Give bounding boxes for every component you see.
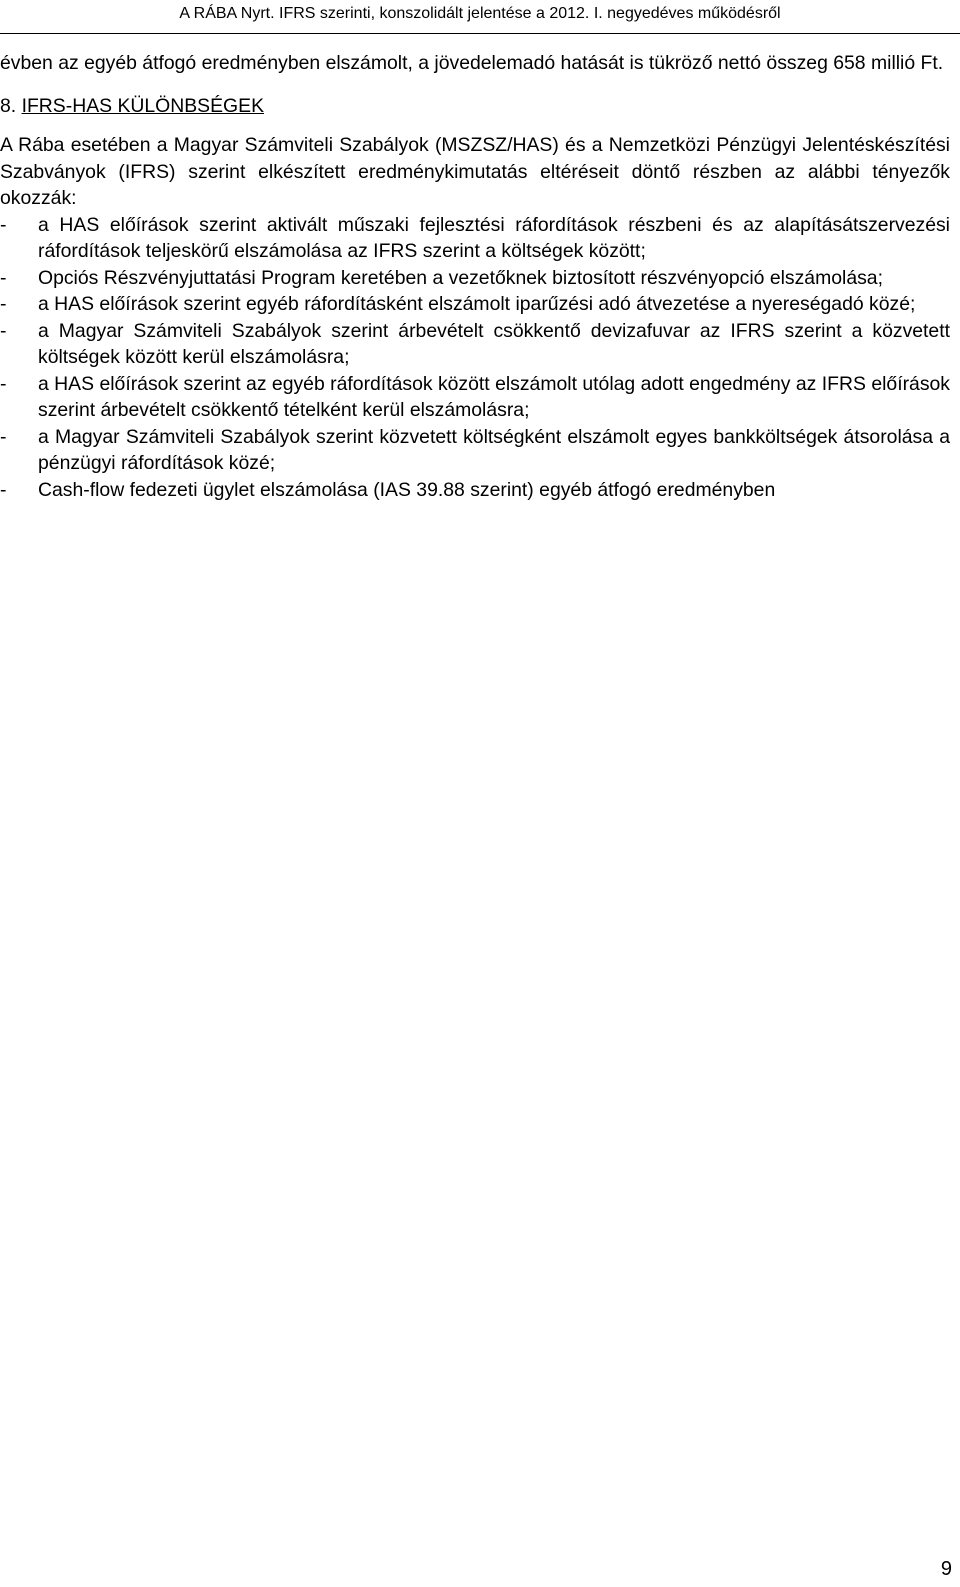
list-item (0, 318, 950, 371)
list-item-text: a HAS előírások szerint az egyéb ráfordítások között elszámolt utólag adott engedmény az IFRS előírások szerint árbevételt csökkentő tételként kerül elszámolásra; (38, 372, 950, 421)
list-item (0, 291, 950, 318)
list-item (0, 477, 950, 504)
document-body (0, 50, 950, 503)
section-heading (0, 93, 950, 120)
list-item-text: a HAS előírások szerint egyéb ráfordításként elszámolt iparűzési adó átvezetése a nyereségadó közé; (38, 293, 916, 315)
bullet-dash: - (0, 372, 7, 395)
bullet-dash: - (0, 293, 7, 315)
section-title: IFRS-HAS KÜLÖNBSÉGEK (21, 94, 265, 117)
section-lead-paragraph: A Rába esetében a Magyar Számviteli Szabályok (MSZSZ/HAS) és a Nemzetközi Pénzügyi Jelentéskészítési Szabványok (IFRS) szerint elkészített eredménykimutatás eltéréseit döntő részben az alábbi tényezők okozzák: (0, 134, 950, 209)
list-item-text: Opciós Részvényjuttatási Program keretében a vezetőknek biztosított részvényopció elszámolása; (38, 266, 883, 289)
intro-paragraph: évben az egyéb átfogó eredményben elszámolt, a jövedelemadó hatását is tükröző nettó összeg 658 millió Ft. (0, 52, 944, 74)
running-header: A RÁBA Nyrt. IFRS szerinti, konszolidált jelentése a 2012. I. negyedéves működésről (179, 5, 781, 22)
list-item-text: a Magyar Számviteli Szabályok szerint árbevételt csökkentő devizafuvar az IFRS szerint a közvetett költségek között kerül elszámolásra; (38, 319, 950, 368)
list-item (0, 371, 950, 424)
differences-list (0, 212, 950, 504)
list-item-text: a Magyar Számviteli Szabályok szerint közvetett költségként elszámolt egyes bankköltségek átsorolása a pénzügyi ráfordítások közé; (38, 425, 950, 474)
page-number: 9 (940, 1558, 952, 1580)
bullet-dash: - (0, 478, 7, 501)
bullet-dash: - (0, 213, 7, 236)
list-item-text: Cash-flow fedezeti ügylet elszámolása (IAS 39.88 szerint) egyéb átfogó eredményben (38, 478, 776, 501)
bullet-dash: - (0, 266, 7, 289)
bullet-dash: - (0, 319, 7, 342)
section-number: 8. (0, 94, 17, 117)
list-item (0, 265, 950, 292)
list-item (0, 424, 950, 477)
list-item-text: a HAS előírások szerint aktivált műszaki fejlesztési ráfordítások részbeni és az alapításátszervezési ráfordítások teljeskörű elszámolása az IFRS szerint a költségek között; (38, 213, 950, 262)
bullet-dash: - (0, 425, 7, 448)
header-divider (0, 33, 960, 34)
list-item (0, 212, 950, 265)
